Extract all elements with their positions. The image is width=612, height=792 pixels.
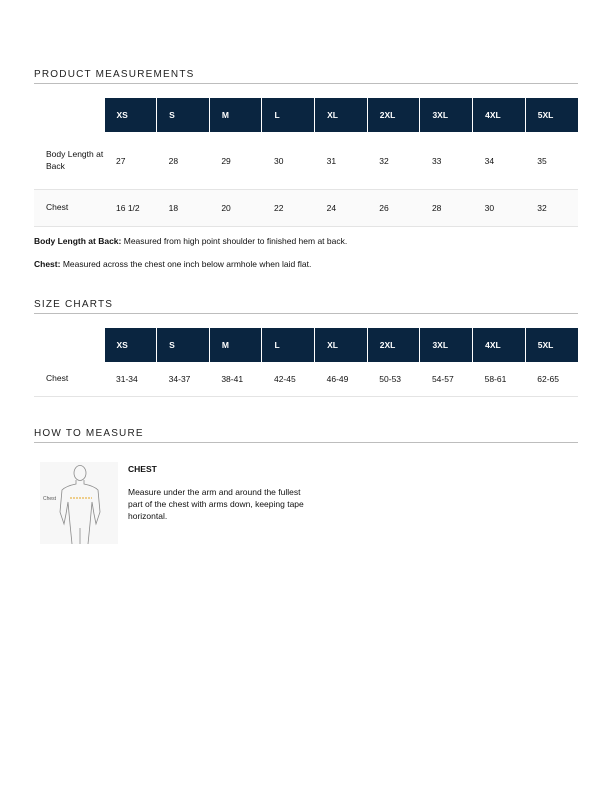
size-header-4xl: 4XL <box>473 98 526 132</box>
figure-label-chest: Chest <box>43 496 57 502</box>
table-cell: 16 1/2 <box>104 190 157 227</box>
table-cell: 22 <box>262 190 315 227</box>
section-divider <box>34 313 578 314</box>
table-cell: 31-34 <box>104 362 157 397</box>
table-cell: 20 <box>209 190 262 227</box>
table-cell: 32 <box>525 190 578 227</box>
table-cell: 35 <box>525 132 578 190</box>
note-term: Body Length at Back: <box>34 236 122 246</box>
table-cell: 32 <box>367 132 420 190</box>
size-header-3xl: 3XL <box>420 328 473 362</box>
size-header-l: L <box>262 328 315 362</box>
chest-measure-figure <box>40 462 118 544</box>
table-cell: 27 <box>104 132 157 190</box>
size-header-xl: XL <box>315 328 368 362</box>
table-cell: 38-41 <box>209 362 262 397</box>
size-header-xl: XL <box>315 98 368 132</box>
product-measurements-heading: PRODUCT MEASUREMENTS <box>34 69 195 80</box>
header-blank-cell <box>34 98 104 132</box>
table-cell: 58-61 <box>473 362 526 397</box>
table-cell: 34 <box>473 132 526 190</box>
table-cell: 34-37 <box>157 362 210 397</box>
size-header-m: M <box>209 328 262 362</box>
table-cell: 18 <box>157 190 210 227</box>
note-text: Measured from high point shoulder to finished hem at back. <box>121 236 348 246</box>
size-header-s: S <box>157 98 210 132</box>
size-charts-heading: SIZE CHARTS <box>34 299 114 310</box>
size-header-2xl: 2XL <box>367 98 420 132</box>
table-cell: 50-53 <box>367 362 420 397</box>
note-term: Chest: <box>34 259 61 269</box>
measure-item-description: Measure under the arm and around the fullest part of the chest with arms down, keeping tape horizontal. <box>128 487 304 521</box>
note-body-length <box>34 236 347 246</box>
row-label-body-length: Body Length at Back <box>34 132 104 190</box>
table-cell: 30 <box>262 132 315 190</box>
size-header-m: M <box>209 98 262 132</box>
table-cell: 42-45 <box>262 362 315 397</box>
table-row <box>34 190 578 227</box>
size-header-s: S <box>157 328 210 362</box>
table-cell: 46-49 <box>315 362 368 397</box>
table-cell: 26 <box>367 190 420 227</box>
table-cell: 28 <box>420 190 473 227</box>
note-chest <box>34 259 311 269</box>
size-header-xs: XS <box>104 98 157 132</box>
table-cell: 33 <box>420 132 473 190</box>
size-header-xs: XS <box>104 328 157 362</box>
size-header-2xl: 2XL <box>367 328 420 362</box>
size-header-3xl: 3XL <box>420 98 473 132</box>
table-cell: 29 <box>209 132 262 190</box>
table-cell: 30 <box>473 190 526 227</box>
table-cell: 31 <box>315 132 368 190</box>
table-cell: 28 <box>157 132 210 190</box>
how-to-measure-heading: HOW TO MEASURE <box>34 428 144 439</box>
measure-item-title: CHEST <box>128 464 157 474</box>
table-cell: 54-57 <box>420 362 473 397</box>
section-divider <box>34 83 578 84</box>
size-header-l: L <box>262 98 315 132</box>
section-divider <box>34 442 578 443</box>
table-cell: 62-65 <box>525 362 578 397</box>
size-charts-table <box>34 328 578 397</box>
table-cell: 24 <box>315 190 368 227</box>
row-label-chest: Chest <box>34 362 104 397</box>
header-blank-cell <box>34 328 104 362</box>
table-header-row <box>34 328 578 362</box>
size-header-5xl: 5XL <box>525 98 578 132</box>
body-outline-illustration <box>40 462 118 544</box>
row-label-chest: Chest <box>34 190 104 227</box>
size-header-5xl: 5XL <box>525 328 578 362</box>
product-measurements-table <box>34 98 578 227</box>
table-row <box>34 362 578 397</box>
table-row <box>34 132 578 190</box>
size-header-4xl: 4XL <box>473 328 526 362</box>
table-header-row <box>34 98 578 132</box>
note-text: Measured across the chest one inch below armhole when laid flat. <box>60 259 312 269</box>
